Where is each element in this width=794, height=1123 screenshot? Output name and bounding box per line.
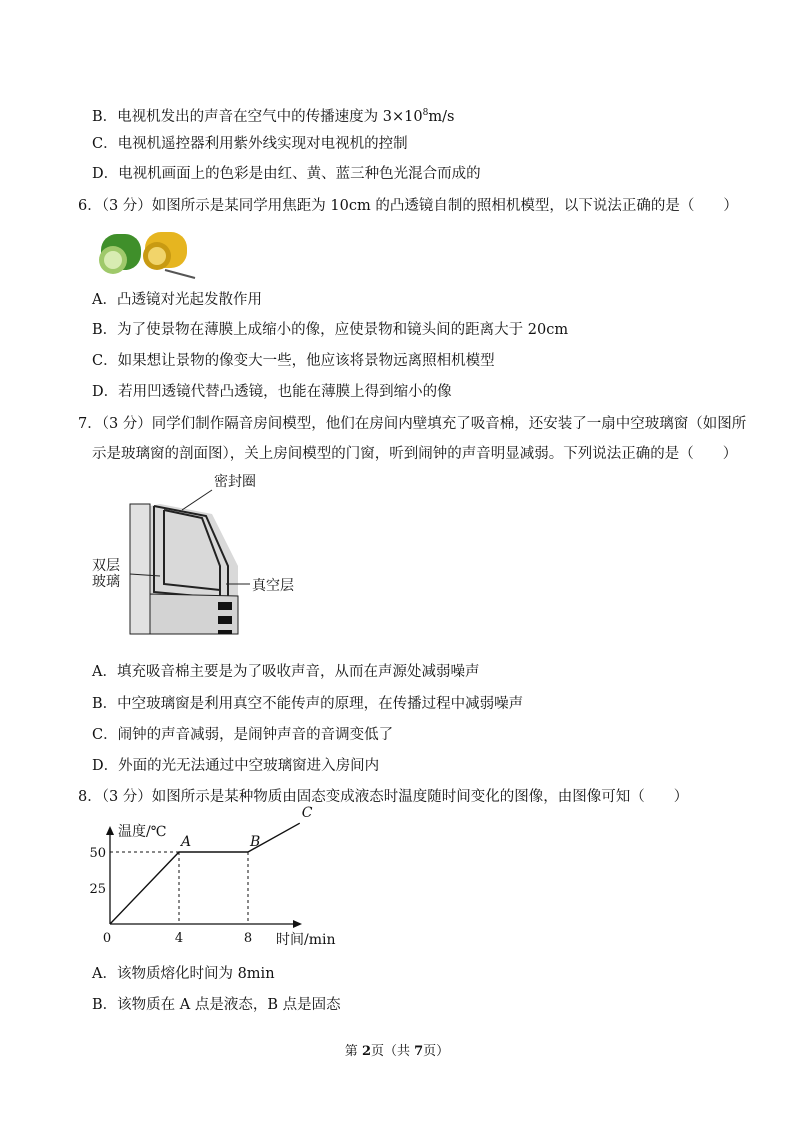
q5-option-c: C．电视机遥控器利用紫外线实现对电视机的控制 bbox=[92, 136, 408, 152]
q6-option-a: A．凸透镜对光起发散作用 bbox=[92, 292, 262, 308]
camera-model-photo bbox=[95, 226, 205, 282]
q8-option-b: B．该物质在 A 点是液态，B 点是固态 bbox=[92, 997, 341, 1013]
x-axis-title: 时间/min bbox=[276, 932, 336, 948]
point-label-C: C bbox=[301, 805, 313, 822]
q8-option-a: A．该物质熔化时间为 8min bbox=[92, 966, 275, 982]
footer-page-number: 2 bbox=[361, 1044, 371, 1059]
q6-option-d: D．若用凹透镜代替凸透镜，也能在薄膜上得到缩小的像 bbox=[92, 384, 452, 400]
q5-option-b bbox=[92, 103, 454, 127]
q8-stem: 8．（3 分）如图所示是某种物质由固态变成液态时温度随时间变化的图像，由图像可知（ ） bbox=[78, 789, 689, 805]
q5-option-b-exponent: 8 bbox=[422, 108, 429, 118]
y-axis-arrow bbox=[106, 826, 114, 835]
q7-option-a: A．填充吸音棉主要是为了吸收声音，从而在声源处减弱噪声 bbox=[92, 664, 480, 680]
seal-block-3 bbox=[218, 630, 232, 634]
q5-option-b-unit: m/s bbox=[428, 109, 455, 125]
seal-block-1 bbox=[218, 602, 232, 610]
x-axis-arrow bbox=[293, 920, 302, 928]
seal-block-2 bbox=[218, 616, 232, 624]
label-double-glass-2: 玻璃 bbox=[92, 574, 120, 590]
label-seal: 密封圈 bbox=[214, 474, 256, 490]
footer-prefix: 第 bbox=[344, 1044, 362, 1059]
q7-stem-line1: 7．（3 分）同学们制作隔音房间模型，他们在房间内壁填充了吸音棉，还安装了一扇中空玻璃窗（如图所 bbox=[78, 416, 747, 432]
q6-stem: 6．（3 分）如图所示是某同学用焦距为 10cm 的凸透镜自制的照相机模型，以下说法正确的是（ ） bbox=[78, 198, 738, 214]
label-vacuum: 真空层 bbox=[252, 578, 294, 594]
page-footer bbox=[0, 1040, 794, 1059]
point-label-B: B bbox=[250, 834, 261, 850]
footer-total-pages: 7 bbox=[414, 1044, 424, 1059]
footer-middle: 页（共 bbox=[370, 1044, 415, 1059]
point-label-A: A bbox=[181, 834, 192, 850]
q7-option-c: C．闹钟的声音减弱，是闹钟声音的音调变低了 bbox=[92, 727, 394, 743]
q7-stem-line2: 示是玻璃窗的剖面图），关上房间模型的门窗，听到闹钟的声音明显减弱。下列说法正确的是（ ） bbox=[92, 446, 738, 462]
seal-leader-line bbox=[182, 490, 212, 510]
window-cross-section-diagram bbox=[90, 466, 310, 646]
y-tick-label: 50 bbox=[89, 846, 106, 861]
temperature-time-chart bbox=[88, 805, 348, 950]
x-tick-label: 4 bbox=[174, 931, 184, 946]
q5-option-d: D．电视机画面上的色彩是由红、黄、蓝三种色光混合而成的 bbox=[92, 166, 481, 182]
y-axis-title: 温度/℃ bbox=[118, 824, 167, 840]
q7-option-b: B．中空玻璃窗是利用真空不能传声的原理，在传播过程中减弱噪声 bbox=[92, 696, 524, 712]
q7-option-d: D．外面的光无法通过中空玻璃窗进入房间内 bbox=[92, 758, 380, 774]
footer-suffix: 页） bbox=[423, 1044, 450, 1059]
x-tick-label: 8 bbox=[243, 931, 253, 946]
q6-option-c: C．如果想让景物的像变大一些，他应该将景物远离照相机模型 bbox=[92, 353, 495, 369]
label-double-glass-1: 双层 bbox=[92, 558, 120, 574]
q6-option-b: B．为了使景物在薄膜上成缩小的像，应使景物和镜头间的距离大于 20cm bbox=[92, 322, 569, 338]
x-tick-label: 0 bbox=[102, 931, 112, 946]
q5-option-b-text: B．电视机发出的声音在空气中的传播速度为 3×10 bbox=[92, 109, 423, 125]
y-tick-label: 25 bbox=[89, 882, 106, 897]
